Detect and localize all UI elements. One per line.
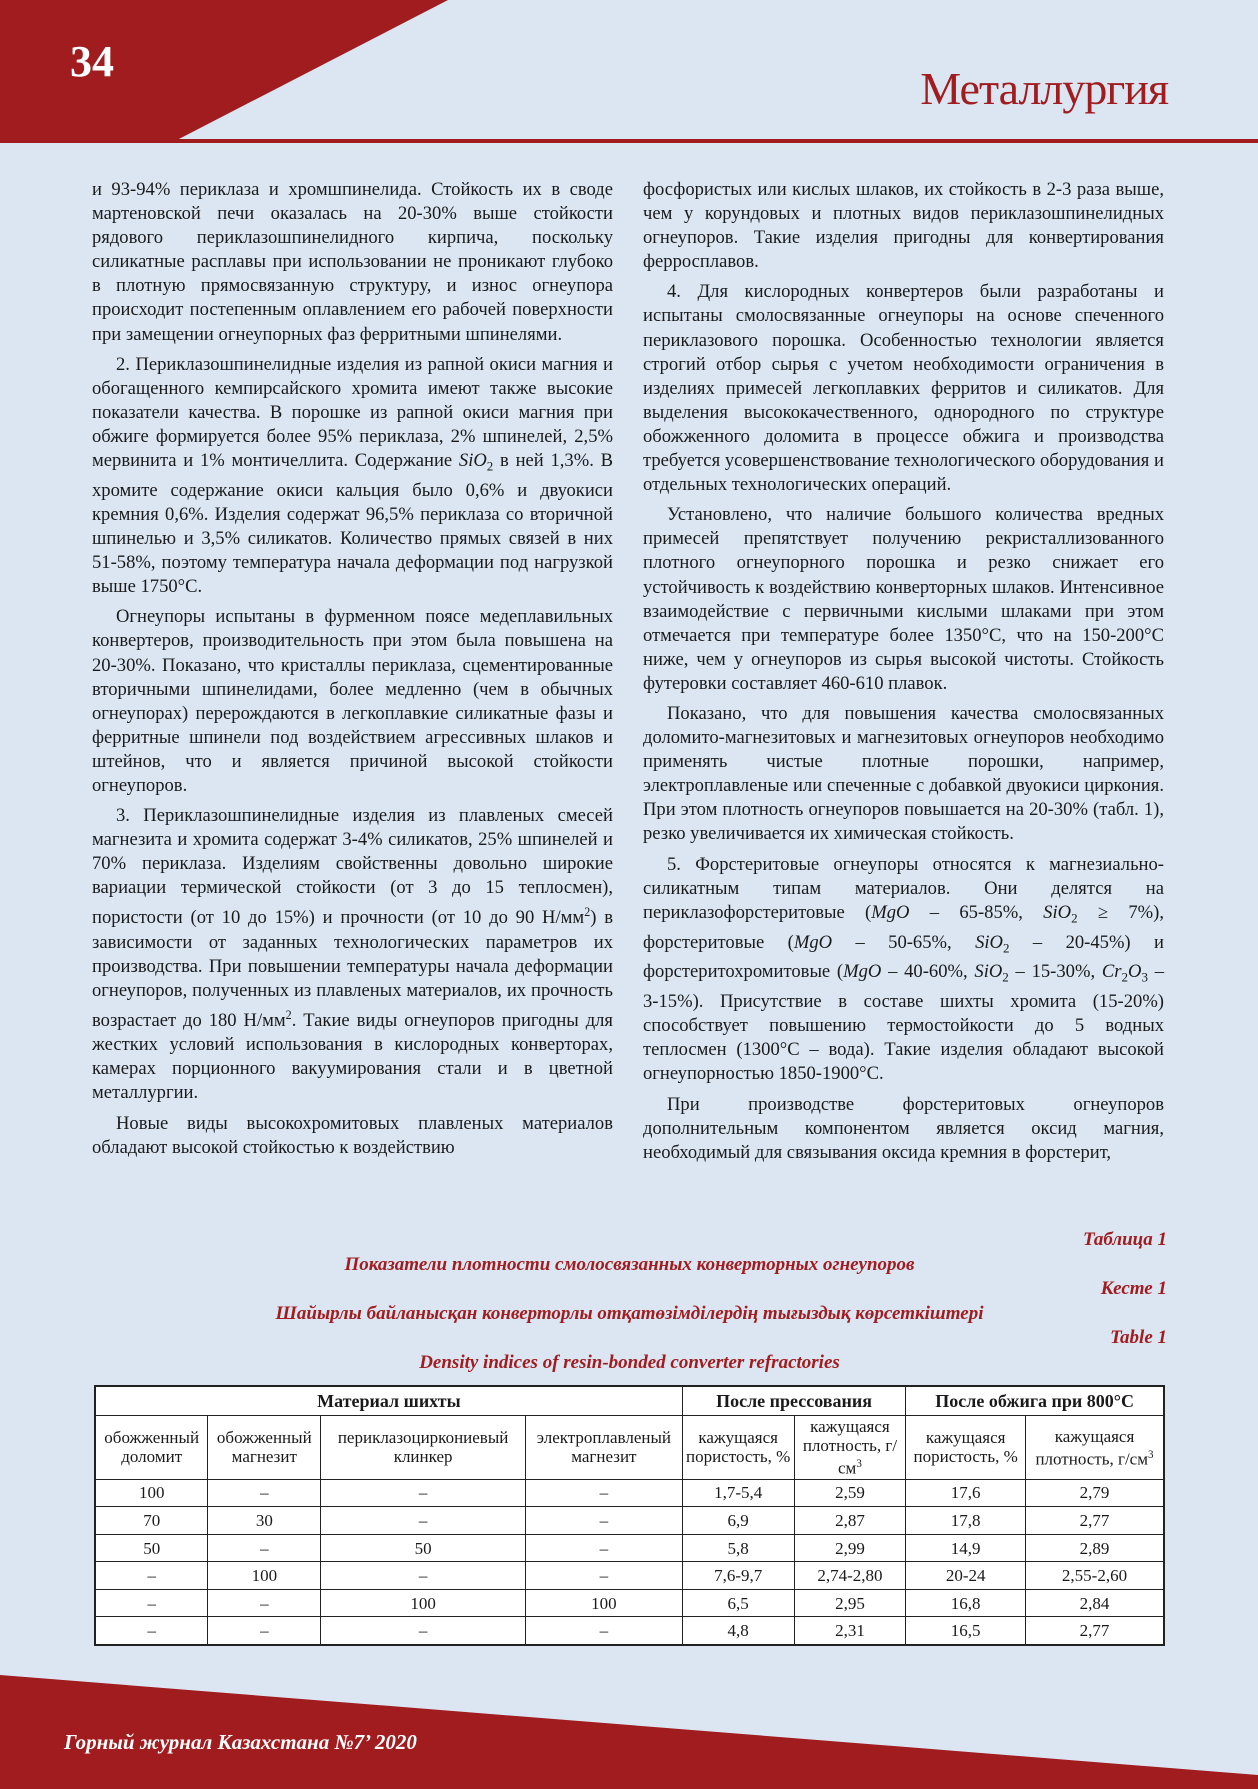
table-cell: – (321, 1617, 526, 1645)
table-cell: – (525, 1507, 682, 1535)
table-group-header-row (95, 1386, 1164, 1416)
column-header: обожженный доломит (95, 1416, 208, 1480)
table-cell: 2,77 (1026, 1617, 1165, 1645)
table-row (95, 1562, 1164, 1590)
table-cell: 14,9 (906, 1534, 1026, 1562)
table-row (95, 1507, 1164, 1535)
table-cell: 1,7-5,4 (682, 1479, 794, 1507)
column-header: электроплавленый магнезит (525, 1416, 682, 1480)
table-cell: 30 (208, 1507, 321, 1535)
right-paragraph-4: Показано, что для повышения качества смолосвязанных доломито-магнезитовых и магнезитовых огнеупоров необходимо применять чистые плотные порошки, например, электроплавленые или спеченные с добавкой двуокиси циркония. При этом плотность огнеупоров повышается на 20-30% (табл. 1), резко увеличивается их химическая стойкость. (643, 702, 1164, 845)
table-cell: 20-24 (906, 1562, 1026, 1590)
table-cell: 6,9 (682, 1507, 794, 1535)
table-row (95, 1617, 1164, 1645)
table-cell: 4,8 (682, 1617, 794, 1645)
table-cell: – (321, 1479, 526, 1507)
table-cell: 2,89 (1026, 1534, 1165, 1562)
right-paragraph-6: При производстве форстеритовых огнеупоров дополнительным компонентом является оксид магния, необходимый для связывания оксида кремния в форстерит, (643, 1093, 1164, 1163)
group-header-after-firing: После обжига при 800°С (906, 1386, 1164, 1416)
table-cell: 2,99 (794, 1534, 906, 1562)
caption-title-kz: Шайырлы байланысқан конверторлы отқатөзімділердің тығыздық көрсеткіштері (275, 1302, 984, 1324)
table-cell: 100 (95, 1479, 208, 1507)
table-cell: 16,5 (906, 1617, 1026, 1645)
caption-title-en: Density indices of resin-bonded converter refractories (419, 1351, 840, 1373)
table-row (95, 1589, 1164, 1617)
table-cell: – (208, 1617, 321, 1645)
right-paragraph-1: фосфористых или кислых шлаков, их стойкость в 2-3 раза выше, чем у корундовых и плотных видов периклазошпинелидных огнеупоров. Такие изделия пригодны для конвертирования ферросплавов. (643, 179, 1164, 273)
table-column-header-row (95, 1416, 1164, 1480)
density-table (94, 1385, 1165, 1646)
table-cell: – (95, 1617, 208, 1645)
column-header: кажущаяся пористость, % (906, 1416, 1026, 1480)
table-cell: 50 (95, 1534, 208, 1562)
table-captions (92, 1228, 1167, 1375)
table-cell: 70 (95, 1507, 208, 1535)
table-cell: 7,6-9,7 (682, 1562, 794, 1590)
caption-label-en: Table 1 (1110, 1327, 1167, 1348)
table-cell: – (525, 1617, 682, 1645)
table-cell: 100 (321, 1589, 526, 1617)
table-cell: 2,31 (794, 1617, 906, 1645)
table-cell: – (208, 1534, 321, 1562)
group-header-after-pressing: После прессования (682, 1386, 906, 1416)
table-cell: – (95, 1589, 208, 1617)
right-paragraph-5: 5. Форстеритовые огнеупоры относятся к магнезиально-силикатным типам материалов. Они делятся на периклазофорстеритовые (MgO – 65-85%, SiO$_2$ ≥ 7%), форстеритовые (MgO – 50-65%, SiO$_2$ – 20-45%) и форстеритохромитовые (MgO – 40-60%, SiO$_2$ – 15-30%, $Cr_2O_3 - 3-15\%$). Присутствие в составе шихты хромита (15-20%) способствует повышению термостойкости до 5 водных теплосмен (1300°С – вода). Такие изделия обладают высокой огнеупорностью 1850-1900°С. (643, 853, 1164, 1085)
caption-label-ru: Таблица 1 (1082, 1229, 1167, 1250)
right-paragraph-2: 4. Для кислородных конвертеров были разработаны и испытаны смолосвязанные огнеупоры на основе спеченного периклазового порошка. Особенностью технологии является строгий отбор сырья с учетом необходимости ограничения в изделиях примесей легкоплавких ферритов и силикатов. Для выделения высококачественного, однородного по структуре обожженного доломита в процессе обжига и производства требуется усовершенствование технологического оборудования и отдельных технологических операций. (643, 281, 1164, 496)
table-cell: 2,74-2,80 (794, 1562, 906, 1590)
column-header: кажущаяся пористость, % (682, 1416, 794, 1480)
page-number: 34 (70, 37, 114, 86)
table-cell: – (525, 1479, 682, 1507)
table-cell: 2,84 (1026, 1589, 1165, 1617)
table-cell: 5,8 (682, 1534, 794, 1562)
group-header-material: Материал шихты (95, 1386, 682, 1416)
header-red-triangle (0, 0, 448, 141)
left-paragraph-2: 2. Периклазошпинелидные изделия из рапной окиси магния и обогащенного кемпирсайского хромита имеют также высокие показатели качества. В порошке из рапной окиси магния при обжиге формируется более 95% периклаза, 2% шпинелей, 2,5% мервинита и 1% монтичеллита. Содержание SiO$_2$ в ней 1,3%. В хромите содержание окиси кальция было 0,6% и двуокиси кремния 0,6%. Изделия содержат 96,5% периклаза со вторичной шпинелью и 3,5% силикатов. Количество прямых связей в них 51-58%, поэтому температура начала деформации под нагрузкой выше 1750°С. (92, 353, 614, 598)
table-cell: 2,59 (794, 1479, 906, 1507)
table-cell: 2,87 (794, 1507, 906, 1535)
table-cell: 2,55-2,60 (1026, 1562, 1165, 1590)
table-cell: 17,6 (906, 1479, 1026, 1507)
table-cell: 6,5 (682, 1589, 794, 1617)
right-paragraph-3: Установлено, что наличие большого количества вредных примесей препятствует получению рекристаллизованного плотного огнеупорного порошка и резко снижает его устойчивость к воздействию конверторных шлаков. Интенсивное взаимодействие с первичными кислыми шлаками при этом отмечается при температуре более 1350°С, что на 150-200°С ниже, чем у огнеупоров из сырья высокой чистоты. Стойкость футеровки составляет 460-610 плавок. (643, 504, 1164, 694)
table-cell: 50 (321, 1534, 526, 1562)
column-header: периклазоциркониевый клинкер (321, 1416, 526, 1480)
table-cell: – (525, 1562, 682, 1590)
left-paragraph-3: Огнеупоры испытаны в фурменном поясе медеплавильных конвертеров, производительность при этом была повышена на 20-30%. Показано, что кристаллы периклаза, сцементированные вторичными шпинелидами, более медленно (чем в обычных огнеупорах) перерождаются в легкоплавкие силикатные фазы и ферритные шпинели под воздействием агрессивных шлаков и штейнов, что и является причиной высокой стойкости огнеупоров. (92, 606, 613, 796)
table-cell: – (321, 1562, 526, 1590)
column-header: кажущаяся плотность, $г/см^3$ (794, 1416, 906, 1480)
column-header: кажущаяся плотность, $г/см^3$ (1026, 1416, 1165, 1480)
table-cell: – (525, 1534, 682, 1562)
table-cell: 2,95 (794, 1589, 906, 1617)
column-header: обожженный магнезит (208, 1416, 321, 1480)
table-cell: – (208, 1589, 321, 1617)
table-cell: 2,77 (1026, 1507, 1165, 1535)
section-title: Металлургия (920, 63, 1168, 114)
caption-label-kz: Кесте 1 (1100, 1278, 1167, 1299)
table-cell: 100 (208, 1562, 321, 1590)
right-column (643, 178, 1164, 1171)
left-paragraph-5: Новые виды высокохромитовых плавленых материалов обладают высокой стойкостью к воздействию (92, 1112, 613, 1158)
table-cell: – (321, 1507, 526, 1535)
caption-title-ru: Показатели плотности смолосвязанных конверторных огнеупоров (344, 1253, 915, 1275)
table-row (95, 1534, 1164, 1562)
table-cell: 16,8 (906, 1589, 1026, 1617)
left-paragraph-4: 3. Периклазошпинелидные изделия из плавленых смесей магнезита и хромита содержат 3-4% силикатов, 25% шпинелей и 70% периклаза. Изделиям свойственны довольно широкие вариации термической стойкости (от 3 до 15 теплосмен), пористости (от 10 до 15%) и прочности (от 10 до 90 $Н/мм^2$) в зависимости от заданных технологических параметров их производства. При повышении температуры начала деформации огнеупоров, полученных из плавленых материалов, их прочность возрастает до 180 $Н/мм^2$. Такие виды огнеупоров пригодны для жестких условий использования в кислородных конверторах, камерах порционного вакуумирования стали и в цветной металлургии. (92, 805, 613, 1104)
table-cell: – (208, 1479, 321, 1507)
table-cell: 17,8 (906, 1507, 1026, 1535)
table-cell: 2,79 (1026, 1479, 1165, 1507)
header-rule (0, 139, 1258, 143)
table-cell: – (95, 1562, 208, 1590)
table-cell: 100 (525, 1589, 682, 1617)
table-row (95, 1479, 1164, 1507)
journal-footer: Горный журнал Казахстана №7’ 2020 (64, 1730, 417, 1754)
left-column (92, 178, 613, 1166)
left-paragraph-1: и 93-94% периклаза и хромшпинелида. Стойкость их в своде мартеновской печи оказалась на 20-30% выше стойкости рядового периклазошпинелидного кирпича, поскольку силикатные расплавы при использовании не проникают глубоко в плотную прямосвязанную структуру, и износ огнеупора происходит постепенным оплавлением его рабочей поверхности при замещении огнеупорных фаз ферритными шпинелями. (92, 179, 613, 345)
